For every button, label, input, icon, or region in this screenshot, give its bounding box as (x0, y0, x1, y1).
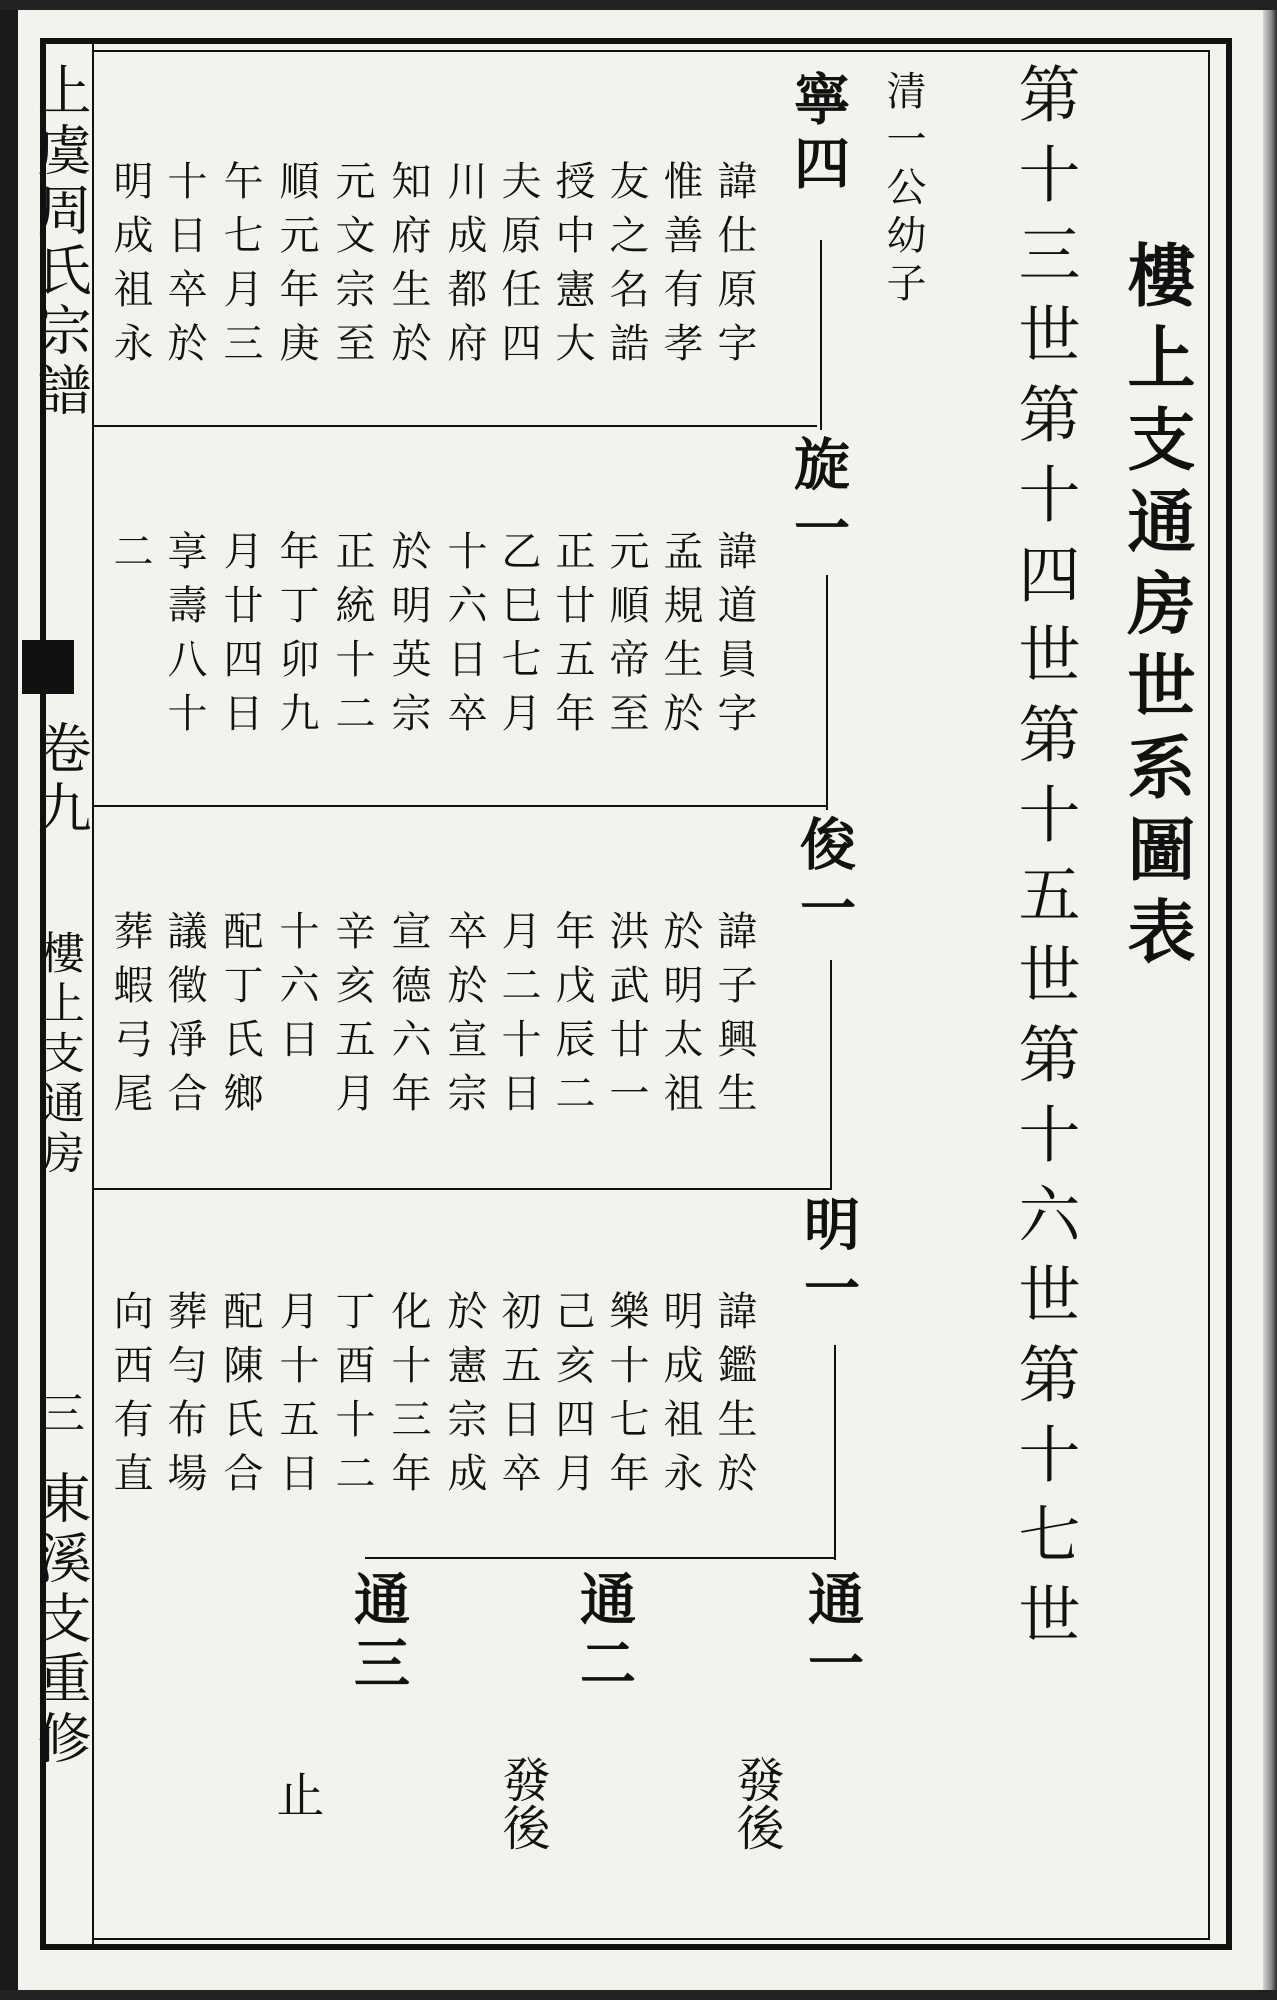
bio-col: 夫原任四 (495, 160, 541, 376)
scan-edge-right (1263, 0, 1277, 2000)
bio-col: 月二十日 (495, 910, 541, 1126)
gen17-note-3: 止 (268, 1770, 324, 1818)
bio-col: 洪武廿一 (603, 910, 649, 1126)
bio-col: 向西有直 (107, 1290, 153, 1506)
scan-edge-top (0, 0, 1277, 10)
bio-col: 月廿四日 (217, 530, 263, 746)
bio-col: 十六日卒 (441, 530, 487, 746)
bio-col: 川成都府 (441, 160, 487, 376)
row-divider-2 (92, 805, 827, 807)
bio-col: 乙巳七月 (495, 530, 541, 746)
bio-col: 年戊辰二 (549, 910, 595, 1126)
bio-col: 諱仕原字 (711, 160, 757, 376)
spine-page-number: 三 (33, 1390, 84, 1440)
gen17-name-1: 通一 (799, 1570, 865, 1698)
row-divider-1 (92, 425, 817, 427)
bio-col: 惟善有孝 (657, 160, 703, 376)
gen17-note-1: 發後 (728, 1755, 784, 1851)
bio-col: 十六日 (273, 910, 319, 1072)
gen17-name-3: 通三 (345, 1570, 411, 1698)
bio-col: 葬勻布場 (161, 1290, 207, 1506)
row-divider-4 (365, 1557, 835, 1559)
bio-col: 於憲宗成 (441, 1290, 487, 1506)
bio-col: 配陳氏合 (217, 1290, 263, 1506)
bio-col: 丁酉十二 (329, 1290, 375, 1506)
bio-col: 月十五日 (273, 1290, 319, 1506)
bio-col: 於明英宗 (385, 530, 431, 746)
bio-col: 順元年庚 (273, 160, 319, 376)
bio-col: 宣德六年 (385, 910, 431, 1126)
bio-col: 享壽八十 (161, 530, 207, 746)
bio-col: 辛亥五月 (329, 910, 375, 1126)
generation-labels: 第十三世第十四世第十五世第十六世第十七世 (1008, 62, 1081, 1662)
bio-col: 友之名誥 (603, 160, 649, 376)
bio-col: 樂十七年 (603, 1290, 649, 1506)
bio-col: 葬蝦弓尾 (107, 910, 153, 1126)
connector-3 (830, 960, 832, 1190)
person-name-2: 旋一 (785, 435, 851, 563)
bio-col: 諱子興生 (711, 910, 757, 1126)
spine-fish-tail-mark (22, 640, 74, 694)
spine-hall: 東溪支重修 (29, 1470, 92, 1770)
bio-col: 諱道員字 (711, 530, 757, 746)
row-divider-3 (92, 1188, 832, 1190)
person-name-3: 俊一 (791, 815, 857, 943)
spine-section: 樓上支通房 (33, 930, 84, 1180)
bio-col: 於明太祖 (657, 910, 703, 1126)
bio-col: 配丁氏鄉 (217, 910, 263, 1126)
connector-4 (834, 1345, 836, 1560)
spine-title: 上虞周氏宗譜 (29, 62, 92, 422)
table-left-border (92, 50, 94, 1940)
bio-col: 化十三年 (385, 1290, 431, 1506)
bio-col: 知府生於 (385, 160, 431, 376)
person-name-4: 明一 (795, 1195, 861, 1323)
bio-col: 明成祖永 (657, 1290, 703, 1506)
bio-col: 元文宗至 (329, 160, 375, 376)
bio-col: 正統十二 (329, 530, 375, 746)
connector-1 (820, 240, 822, 430)
bio-col: 十日卒於 (161, 160, 207, 376)
page-title: 樓上支通房世系圖表 (1116, 240, 1196, 978)
spine-volume: 卷九 (29, 720, 92, 840)
bio-col: 午七月三 (217, 160, 263, 376)
bio-col: 初五日卒 (495, 1290, 541, 1506)
gen17-note-2: 發後 (494, 1755, 550, 1851)
bio-col: 明成祖永 (107, 160, 153, 376)
bio-col: 元順帝至 (603, 530, 649, 746)
bio-col: 卒於宣宗 (441, 910, 487, 1126)
scan-edge-left (0, 0, 18, 2000)
bio-col: 二 (107, 530, 153, 584)
scan-edge-bottom (0, 1990, 1277, 2000)
bio-col: 正廿五年 (549, 530, 595, 746)
bio-col: 諱鑑生於 (711, 1290, 757, 1506)
bio-col: 議徵凈合 (161, 910, 207, 1126)
bio-col: 己亥四月 (549, 1290, 595, 1506)
lineage-note: 清一公幼子 (880, 70, 926, 310)
person-name-1: 寧四 (785, 70, 851, 198)
bio-col: 年丁卯九 (273, 530, 319, 746)
connector-2 (826, 575, 828, 810)
gen17-name-2: 通二 (571, 1570, 637, 1698)
bio-col: 孟規生於 (657, 530, 703, 746)
bio-col: 授中憲大 (549, 160, 595, 376)
